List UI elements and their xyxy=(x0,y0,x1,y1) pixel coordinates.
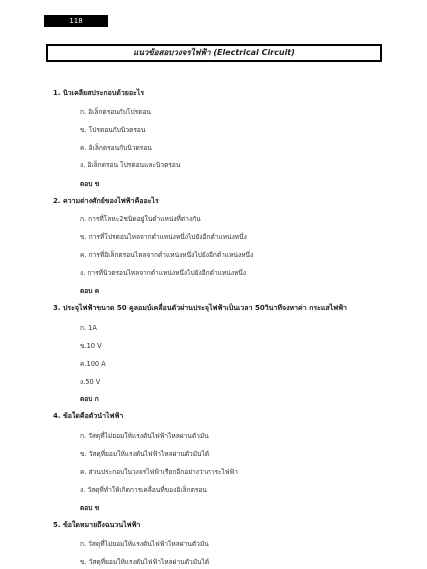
question-3-option-d: ง.50 V xyxy=(80,378,101,386)
question-1-option-a: ก. อิเล็กตรอนกับโปรตอน xyxy=(80,108,151,116)
question-2-answer: ตอบ ค xyxy=(80,287,100,295)
question-5: 5. ข้อใดหมายถึงฉนวนไฟฟ้า xyxy=(53,521,141,529)
question-1-option-b: ข. โปรตอนกับนิวตรอน xyxy=(80,126,146,134)
question-4-option-a: ก. วัสดุที่ไม่ยอมให้แรงดันไฟฟ้าไหลผ่านตัวมัน xyxy=(80,432,209,440)
question-1: 1. นิวเคลียสประกอบด้วยอะไร xyxy=(53,89,145,97)
question-4-option-c: ค. ส่วนประกอบในวงจรไฟฟ้าเรียกอีกอย่างว่าภาระไฟฟ้า xyxy=(80,468,238,476)
question-3-option-c: ค.100 A xyxy=(80,360,106,368)
question-1-answer: ตอบ ข xyxy=(80,180,100,188)
question-3-answer: ตอบ ก xyxy=(80,395,99,403)
question-1-option-c: ค. อิเล็กตรอนกับนิวตรอน xyxy=(80,144,152,152)
question-1-option-d: ง. อิเล็กตรอน โปรตอนและนิวตรอน xyxy=(80,161,181,169)
question-2-option-c: ค. การที่อิเล็กตรอนไหลจากตำแหน่งหนึ่งไปยังอีกตำแหน่งหนึ่ง xyxy=(80,251,254,259)
question-2: 2. ความต่างศักย์ของไฟฟ้าคืออะไร xyxy=(53,197,159,205)
question-2-option-d: ง. การที่นิวตรอนไหลจากตำแหน่งหนึ่งไปยังอีกตำแหน่งหนึ่ง xyxy=(80,269,247,277)
question-4-answer: ตอบ ข xyxy=(80,504,100,512)
page-title: แนวข้อสอบวงจรไฟฟ้า (Electrical Circuit) xyxy=(46,44,382,62)
question-3-option-a: ก. 1A xyxy=(80,324,97,332)
question-3: 3. ประจุไฟฟ้าขนาด 50 คูลอมบ์เคลื่อนตัวผ่านประจุไฟฟ้าเป็นเวลา 50วินาทีจงหาค่า กระแสไฟฟ้า xyxy=(53,304,347,312)
question-4: 4. ข้อใดคือตัวนำไฟฟ้า xyxy=(53,412,124,420)
question-5-option-b: ข. วัสดุที่ยอมให้แรงดันไฟฟ้าไหลผ่านตัวมันได้ xyxy=(80,558,210,566)
question-4-option-b: ข. วัสดุที่ยอมให้แรงดันไฟฟ้าไหลผ่านตัวมันได้ xyxy=(80,450,210,458)
question-2-option-b: ข. การที่โปรตอนไหลจากตำแหน่งหนึ่งไปยังอีกตำแหน่งหนึ่ง xyxy=(80,233,247,241)
question-4-option-d: ง. วัสดุที่ทำให้เกิดการเคลื่อนที่ของอิเล็กตรอน xyxy=(80,486,207,494)
question-2-option-a: ก. การที่โลหะ2ชนิดอยู่ในตำแหน่งที่ต่างกัน xyxy=(80,215,201,223)
question-3-option-b: ข.10 V xyxy=(80,342,102,350)
question-5-option-a: ก. วัสดุที่ไม่ยอมให้แรงดันไฟฟ้าไหลผ่านตัวมัน xyxy=(80,540,209,548)
page-number: 118 xyxy=(44,15,108,27)
